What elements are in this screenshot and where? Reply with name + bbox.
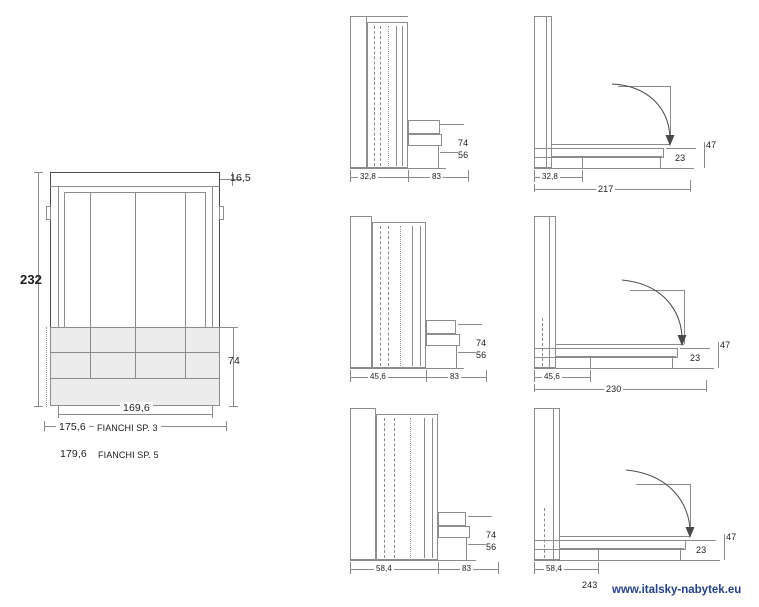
dim-1756-ext-right [226,421,227,431]
site-watermark: www.italsky-nabytek.eu [612,584,742,596]
dim-16-5: 16,5 [230,172,251,184]
v1c-mechanism-line-3 [388,26,389,166]
v2o-dim47-ext [718,342,719,368]
dim-1696-line [58,414,212,415]
v2c-cabinet-body [350,216,372,368]
v3o-leg-1 [598,550,599,560]
variant-1-closed-view [340,8,500,198]
v2o-dimTot-ext-l [534,384,535,392]
variant-2-open-view [520,208,759,408]
v3c-cabinet-body [350,408,376,560]
dim-74-tick-bottom [229,406,238,407]
v3c-inner-body [376,414,438,560]
dim-74-leader [220,327,236,328]
v3o-floor [534,560,720,561]
v1c-sofa-leg [438,146,439,168]
v3o-dim-23: 23 [696,545,707,555]
v2c-floor-line [350,368,464,369]
v2o-dimTot-ext-r [706,380,707,392]
v2o-dim23-leader [680,348,710,349]
v3o-inner-dash [544,508,545,558]
v1c-mechanism-line-5 [402,26,403,166]
v1c-mechanism-line-4 [396,26,397,166]
v3o-dimA-ext-l [534,562,535,574]
v3c-sofa-back [438,512,466,526]
sofa-base-line [50,378,220,379]
v2c-dimA-line [350,377,426,378]
v2c-dim74-leader [458,324,482,325]
v2c-mechanism-line-5 [420,226,421,366]
v3c-sofa-leg [466,538,467,560]
v1c-mechanism-line-2 [380,26,381,166]
v1c-sofa-back [408,120,440,134]
v3c-dimB-ext-r [498,562,499,574]
v2c-dim-depth-a: 45,6 [370,372,386,381]
v3c-sofa-seat [438,526,470,538]
v3c-dim56-leader [468,544,486,545]
v3c-dim74-leader [468,516,492,517]
dim-1696-ext-right [212,406,213,418]
v2c-dimA-ext-l [350,370,351,382]
v1o-dimTot-ext-l [534,184,535,192]
v3o-dimA-ext-r [598,562,599,574]
v1c-dim74-leader [440,124,464,125]
v3c-floor-line [350,560,476,561]
v1o-rotation-arrow [606,78,686,158]
v3c-dimA-ext-l [350,562,351,574]
v1c-dimA-ext-l [350,170,351,182]
v1o-cabinet-front [546,16,547,168]
dim-74-front: 74 [228,355,240,367]
v3o-cabinet-body [534,408,560,560]
hinge-left-upper [46,206,51,220]
v1c-dim-56: 56 [458,150,469,160]
variant-2-closed-view [340,208,510,398]
v2c-dimB-ext-r [486,370,487,382]
v1o-leg-2 [660,158,661,168]
v3o-dim47-ext [724,534,725,560]
v2o-dim-depth-a: 45,6 [544,372,560,381]
v1c-floor-line [350,168,446,169]
front-elevation-view [0,0,300,480]
dim-height-tick-bottom [34,406,43,407]
v3c-dimA-ext-r [438,562,439,574]
v3c-mechanism-line-2 [394,418,395,558]
v1o-dim-23: 23 [675,153,686,163]
dim-1696-ext-left [58,406,59,418]
v2c-mechanism-line-4 [412,226,413,366]
v2o-cabinet-front [549,216,550,368]
v2o-dimA-ext-r [590,370,591,382]
v1o-dim-total: 217 [598,184,614,194]
sofa-cushion-divider-2 [135,327,136,378]
v1o-dimA-ext-r [582,170,583,182]
v2o-dim-total: 230 [606,384,622,394]
v1c-cabinet-body [350,16,367,168]
v1c-dim-depth-a: 32,8 [360,172,376,181]
v3c-mechanism-line-4 [424,418,425,558]
v1c-dim-depth-b: 83 [432,172,442,181]
v2o-inner-dash [542,318,543,366]
variant-3-closed-view [340,400,520,590]
v2c-dim-56: 56 [476,350,487,360]
dim-height-tick-top [34,172,43,173]
v1o-floor [534,168,694,169]
v2c-dim-depth-b: 83 [450,372,460,381]
v1c-dim-74: 74 [458,138,469,148]
v2c-dim56-leader [458,352,476,353]
v3c-mechanism-line-3 [410,418,411,558]
v3o-dim-depth-a: 58,4 [546,564,562,573]
v2c-dimA-ext-r [426,370,427,382]
sofa-cushion-divider-3 [185,327,186,378]
v2o-dim-47: 47 [720,340,731,350]
v2c-mechanism-line-3 [400,226,401,366]
v3c-dim-74: 74 [486,530,497,540]
v1o-dim-depth-a: 32,8 [542,172,558,181]
dim-175-6: 175,6 [56,421,89,433]
dim-175-6-note: FIANCHI SP. 3 [94,423,161,433]
dim-169-6: 169,6 [120,402,153,414]
v1c-dimA-ext-r [408,170,409,182]
v1o-dim47-ext [704,142,705,168]
v2c-sofa-seat [426,334,460,346]
v2o-leg-1 [590,358,591,368]
v3c-mechanism-line-5 [432,418,433,558]
v3c-dimA-line [350,569,438,570]
v3o-cabinet-front [553,408,554,560]
v1o-dim-47: 47 [706,140,717,150]
v1c-dim56-leader [440,152,458,153]
v1c-sofa-seat [408,134,442,146]
v2c-sofa-leg [456,346,457,368]
cabinet-top-rail [50,186,220,187]
v3c-dim-depth-a: 58,4 [376,564,392,573]
v3o-dim23-leader [686,540,716,541]
v1o-dim23-leader [666,148,696,149]
v2c-mechanism-line-2 [388,226,389,366]
v3c-dim-depth-b: 83 [462,564,472,573]
v1c-dimB-ext-r [468,170,469,182]
v2c-mechanism-line-1 [380,226,381,366]
v3o-dim-total: 243 [582,580,598,590]
v1o-dimTot-ext-r [690,180,691,192]
dim-height-ext-line [38,172,39,406]
dim-179-6: 179,6 [60,448,87,460]
v1o-cabinet-body [534,16,552,168]
v3c-mechanism-line-1 [384,418,385,558]
v3o-dim-47: 47 [726,532,737,542]
v2o-cabinet-body [534,216,556,368]
v2c-dim-74: 74 [476,338,487,348]
v2o-floor [534,368,714,369]
dim-179-6-note: FIANCHI SP. 5 [98,450,159,460]
v1o-dimA-ext-l [534,170,535,182]
v1c-mechanism-line-1 [374,26,375,166]
variant-3-open-view [520,400,759,600]
variant-1-open-view [520,8,750,208]
v1o-leg-1 [582,158,583,168]
cabinet-left-hidden-edge [46,327,47,407]
v3c-dim-56: 56 [486,542,497,552]
hinge-right-upper [219,206,224,220]
sofa-cushion-divider-1 [90,327,91,378]
dim-height-232: 232 [20,272,42,287]
v2c-sofa-back [426,320,456,334]
v2o-dimA-ext-l [534,370,535,382]
v2o-dim-23: 23 [690,353,701,363]
